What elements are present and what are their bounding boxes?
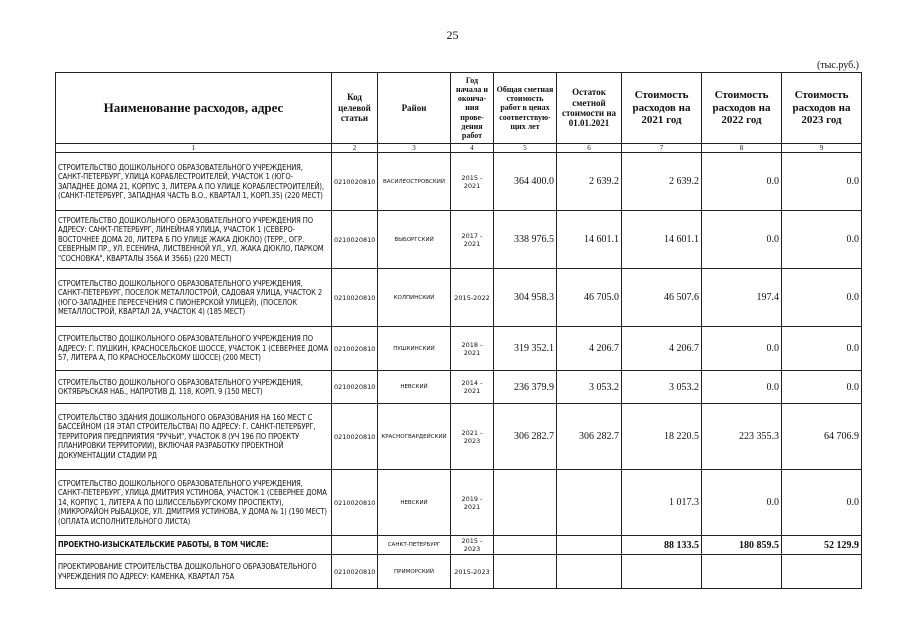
cost-2021: 18 220.5 [622,404,702,470]
work-years: 2014 - 2021 [451,371,494,404]
expense-name: ПРОЕКТИРОВАНИЕ СТРОИТЕЛЬСТВА ДОШКОЛЬНОГО ОБРАЗОВАТЕЛЬНОГО УЧРЕЖДЕНИЯ ПО АДРЕСУ: КАМЕНКА, КВАРТАЛ 75А [56,555,332,589]
column-number: 8 [702,144,782,153]
table-row [56,470,862,536]
table-row [56,153,862,211]
cost-2021 [622,555,702,589]
subtotal-cost-2021: 88 133.5 [622,536,702,555]
target-code: 0210020810 [332,211,378,269]
table-row [56,327,862,371]
expense-name: СТРОИТЕЛЬСТВО ДОШКОЛЬНОГО ОБРАЗОВАТЕЛЬНОГО УЧРЕЖДЕНИЯ, САНКТ-ПЕТЕРБУРГ, ПОСЕЛОК МЕТАЛЛОСТРОЙ, САДОВАЯ УЛИЦА, УЧАСТОК 2 (ЮГО-ЗАПАДНЕЕ ПЕРЕСЕЧЕНИЯ С ПИОНЕРСКОЙ УЛИЦЕЙ), (ПОСЕЛОК МЕТАЛЛОСТРОЙ, КВАРТАЛ 2А, УЧАСТОК 4) (185 МЕСТ) [56,269,332,327]
column-number: 7 [622,144,702,153]
cost-2022: 0.0 [702,211,782,269]
cost-2021: 2 639.2 [622,153,702,211]
cost-2022: 0.0 [702,153,782,211]
work-years: 2015 - 2021 [451,153,494,211]
header-cost-2023: Стоимость расходов на 2023 год [782,73,862,144]
expense-name: СТРОИТЕЛЬСТВО ДОШКОЛЬНОГО ОБРАЗОВАТЕЛЬНОГО УЧРЕЖДЕНИЯ ПО АДРЕСУ: Г. ПУШКИН, КРАСНОСЕЛЬСКОЕ ШОССЕ, УЧАСТОК 1 (СЕВЕРНЕЕ ДОМА 57, ЛИТЕРА А, ПО КРАСНОСЕЛЬСКОМУ ШОССЕ) (200 МЕСТ) [56,327,332,371]
target-code: 0210020810 [332,470,378,536]
district: НЕВСКИЙ [378,470,451,536]
district: ПРИМОРСКИЙ [378,555,451,589]
expense-name: СТРОИТЕЛЬСТВО ДОШКОЛЬНОГО ОБРАЗОВАТЕЛЬНОГО УЧРЕЖДЕНИЯ ПО АДРЕСУ: САНКТ-ПЕТЕРБУРГ, ЛИНЕЙНАЯ УЛИЦА, УЧАСТОК 1 (СЕВЕРО-ВОСТОЧНЕЕ ДОМА 20, ЛИТЕРА Б ПО УЛИЦЕ ЖАКА ДЮКЛО) (ТЕРР., ОГР. СЕВЕРНЫМ ПР., УЛ. ЕСЕНИНА, ЛИСТВЕННОЙ УЛ., УЛ. ЖАКА ДЮКЛО, ПАРКОМ "СОСНОВКА", КВАРТАЛЫ 356А И 356Б) (220 МЕСТ) [56,211,332,269]
remainder: 2 639.2 [557,153,622,211]
cost-2022: 0.0 [702,327,782,371]
cost-2022: 197.4 [702,269,782,327]
cost-2023: 0.0 [782,327,862,371]
target-code: 0210020810 [332,555,378,589]
cost-2021: 14 601.1 [622,211,702,269]
expense-name: СТРОИТЕЛЬСТВО ДОШКОЛЬНОГО ОБРАЗОВАТЕЛЬНОГО УЧРЕЖДЕНИЯ, ОКТЯБРЬСКАЯ НАБ., НАПРОТИВ Д. 118, КОРП. 9 (150 МЕСТ) [56,371,332,404]
cost-2023: 0.0 [782,371,862,404]
cost-2021: 4 206.7 [622,327,702,371]
cost-2022: 0.0 [702,371,782,404]
table-row [56,555,862,589]
subtotal-name: ПРОЕКТНО-ИЗЫСКАТЕЛЬСКИЕ РАБОТЫ, В ТОМ ЧИСЛЕ: [56,536,332,555]
subtotal-district: САНКТ-ПЕТЕРБУРГ [378,536,451,555]
cost-2023: 0.0 [782,470,862,536]
district: КРАСНОГВАРДЕЙСКИЙ [378,404,451,470]
work-years: 2015-2023 [451,555,494,589]
total-cost: 236 379.9 [494,371,557,404]
header-cost-2021: Стоимость расходов на 2021 год [622,73,702,144]
remainder: 46 705.0 [557,269,622,327]
table-row [56,269,862,327]
cost-2023: 0.0 [782,269,862,327]
remainder: 4 206.7 [557,327,622,371]
header-district: Район [378,73,451,144]
column-number: 5 [494,144,557,153]
total-cost [494,470,557,536]
work-years: 2019 - 2021 [451,470,494,536]
table-row [56,404,862,470]
column-number: 6 [557,144,622,153]
total-cost: 338 976.5 [494,211,557,269]
target-code: 0210020810 [332,371,378,404]
column-number: 1 [56,144,332,153]
cost-2021: 3 053.2 [622,371,702,404]
header-remainder: Остаток сметной стоимости на 01.01.2021 [557,73,622,144]
target-code: 0210020810 [332,153,378,211]
target-code: 0210020810 [332,404,378,470]
cost-2023: 0.0 [782,211,862,269]
total-cost [494,555,557,589]
column-number-row [56,144,862,153]
header-total-cost: Общая сметная стоимость работ в ценах соответствую-щих лет [494,73,557,144]
remainder: 306 282.7 [557,404,622,470]
subtotal-cost-2022: 180 859.5 [702,536,782,555]
remainder [557,555,622,589]
header-cost-2022: Стоимость расходов на 2022 год [702,73,782,144]
column-number: 2 [332,144,378,153]
column-number: 3 [378,144,451,153]
expense-name: СТРОИТЕЛЬСТВО ДОШКОЛЬНОГО ОБРАЗОВАТЕЛЬНОГО УЧРЕЖДЕНИЯ, САНКТ-ПЕТЕРБУРГ, УЛИЦА ДМИТРИЯ УСТИНОВА, УЧАСТОК 1 (СЕВЕРНЕЕ ДОМА 14, КОРПУС 1, ЛИТЕРА А ПО ШЛИССЕЛЬБУРГСКОМУ ПРОСПЕКТУ), (МИКРОРАЙОН РЫБАЦКОЕ, УЛ. ДМИТРИЯ УСТИНОВА, У ДОМА № 1) (190 МЕСТ) (ОПЛАТА ИСПОЛНИТЕЛЬНОГО ЛИСТА) [56,470,332,536]
units-label: (тыс.руб.) [816,60,859,71]
budget-table [55,72,862,589]
expense-name: СТРОИТЕЛЬСТВО ДОШКОЛЬНОГО ОБРАЗОВАТЕЛЬНОГО УЧРЕЖДЕНИЯ, САНКТ-ПЕТЕРБУРГ, УЛИЦА КОРАБЛЕСТРОИТЕЛЕЙ, УЧАСТОК 1 (ЮГО-ЗАПАДНЕЕ ДОМА 21, КОРПУС 3, ЛИТЕРА А ПО УЛИЦЕ КОРАБЛЕСТРОИТЕЛЕЙ), (САНКТ-ПЕТЕРБУРГ, ЗАПАДНАЯ ЧАСТЬ В.О., КВАРТАЛ 1, КОРП.35) (220 МЕСТ) [56,153,332,211]
subtotal-years: 2015 - 2023 [451,536,494,555]
district: ВАСИЛЕОСТРОВСКИЙ [378,153,451,211]
header-row [56,73,862,144]
remainder: 14 601.1 [557,211,622,269]
subtotal-cost-2023: 52 129.9 [782,536,862,555]
district: ПУШКИНСКИЙ [378,327,451,371]
header-code: Код целевой статьи [332,73,378,144]
total-cost: 304 958.3 [494,269,557,327]
cost-2023: 64 706.9 [782,404,862,470]
district: ВЫБОРГСКИЙ [378,211,451,269]
expense-name: СТРОИТЕЛЬСТВО ЗДАНИЯ ДОШКОЛЬНОГО ОБРАЗОВАНИЯ НА 160 МЕСТ С БАССЕЙНОМ (1Я ЭТАП СТРОИТЕЛЬСТВА) ПО АДРЕСУ: Г. САНКТ-ПЕТЕРБУРГ, ТЕРРИТОРИЯ ПРЕДПРИЯТИЯ "РУЧЬИ", УЧАСТОК 8 (УЧ 196 ПО ПРОЕКТУ ПЛАНИРОВКИ ТЕРРИТОРИИ), ВКЛЮЧАЯ РАЗРАБОТКУ ПРОЕКТНОЙ ДОКУМЕНТАЦИИ СТАДИИ РД [56,404,332,470]
cost-2021: 1 017.3 [622,470,702,536]
column-number: 9 [782,144,862,153]
district: НЕВСКИЙ [378,371,451,404]
district: КОЛПИНСКИЙ [378,269,451,327]
work-years: 2021 - 2023 [451,404,494,470]
cost-2021: 46 507.6 [622,269,702,327]
subtotal-row [56,536,862,555]
work-years: 2017 - 2021 [451,211,494,269]
total-cost: 306 282.7 [494,404,557,470]
work-years: 2015-2022 [451,269,494,327]
cost-2022: 223 355.3 [702,404,782,470]
remainder: 3 053.2 [557,371,622,404]
target-code: 0210020810 [332,327,378,371]
header-years: Год начала и оконча-ния прове-дения работ [451,73,494,144]
cost-2022 [702,555,782,589]
column-number: 4 [451,144,494,153]
cost-2022: 0.0 [702,470,782,536]
cost-2023: 0.0 [782,153,862,211]
subtotal-total-cost [494,536,557,555]
table-row [56,371,862,404]
subtotal-remainder [557,536,622,555]
cost-2023 [782,555,862,589]
table-row [56,211,862,269]
total-cost: 364 400.0 [494,153,557,211]
remainder [557,470,622,536]
work-years: 2018 - 2021 [451,327,494,371]
page-number: 25 [446,28,459,42]
subtotal-code [332,536,378,555]
target-code: 0210020810 [332,269,378,327]
total-cost: 319 352.1 [494,327,557,371]
header-name: Наименование расходов, адрес [56,73,332,144]
